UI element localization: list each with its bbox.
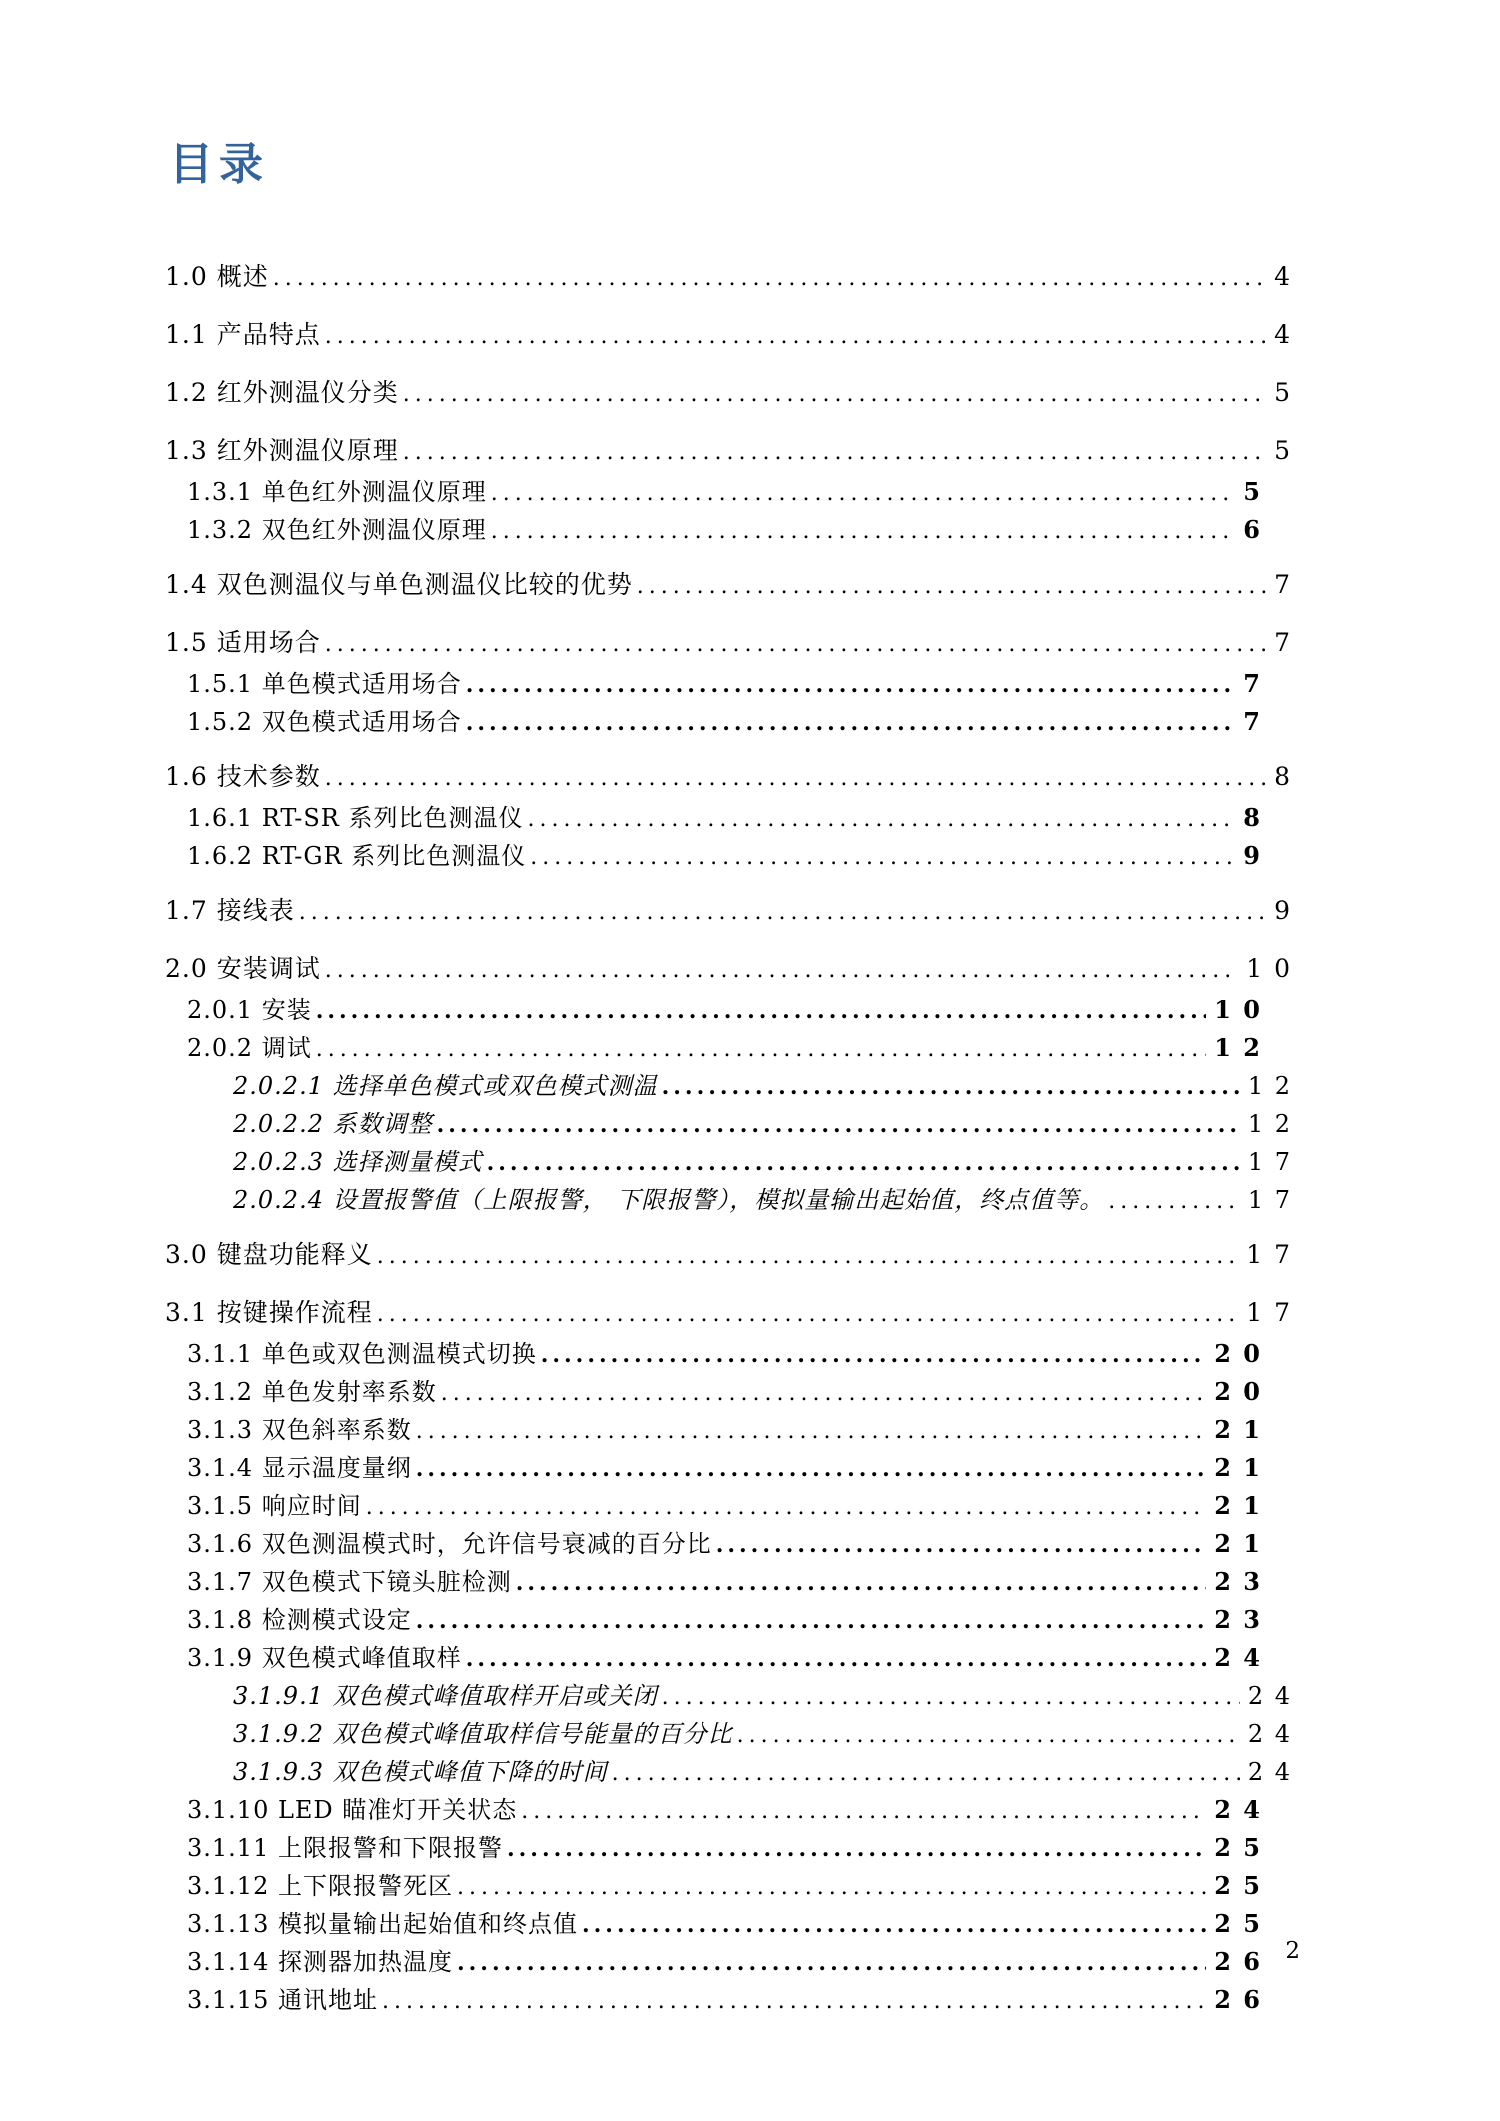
- toc-entry: [165, 624, 1292, 665]
- toc-entry-label: 1.1 产品特点: [165, 320, 321, 349]
- toc-leader-dots: [325, 316, 1266, 356]
- toc-leader-dots: [382, 1981, 1206, 2021]
- toc-entry-label: 3.1.10 LED 瞄准灯开关状态: [187, 1796, 518, 1824]
- toc-entry-label: 1.6.1 RT-SR 系列比色测温仪: [187, 804, 524, 832]
- toc-entry-label: 3.1.5 响应时间: [187, 1492, 362, 1520]
- toc-leader-dots: [441, 1373, 1207, 1413]
- toc-entry-label: 3.0 键盘功能释义: [165, 1240, 373, 1269]
- toc-page-number: 2 0: [1214, 1339, 1262, 1368]
- toc-leader-dots: [316, 991, 1207, 1030]
- toc-leader-dots: [403, 432, 1266, 472]
- toc-page-number: 1 2: [1214, 1033, 1262, 1062]
- toc-page-number: 2 1: [1214, 1415, 1262, 1444]
- toc-entry: [187, 1563, 1292, 1601]
- toc-entry: [233, 1067, 1292, 1105]
- toc-leader-dots: [516, 1563, 1207, 1602]
- toc-leader-dots: [716, 1525, 1207, 1564]
- toc-page-number: 2 4: [1247, 1682, 1292, 1710]
- toc-leader-dots: [487, 1143, 1240, 1182]
- toc-page-number: 2 0: [1214, 1377, 1262, 1406]
- toc-page-number: 2 5: [1214, 1833, 1262, 1862]
- toc-page-number: 7: [1243, 707, 1262, 736]
- toc-entry: [187, 1335, 1292, 1373]
- toc-entry-label: 3.1.9.1 双色模式峰值取样开启或关闭: [233, 1682, 658, 1710]
- toc-leader-dots: [457, 1867, 1206, 1907]
- toc-entry-label: 3.1.12 上下限报警死区: [187, 1872, 453, 1900]
- toc-entry-label: 3.1.8 检测模式设定: [187, 1606, 412, 1634]
- page-title: 目录: [169, 139, 269, 190]
- toc-leader-dots: [528, 799, 1236, 839]
- toc-page-number: 8: [1274, 762, 1292, 791]
- toc-page-number: 2 1: [1214, 1491, 1262, 1520]
- toc-entry-label: 2.0.2.4 设置报警值（上限报警， 下限报警），模拟量输出起始值，终点值等。: [233, 1186, 1105, 1214]
- toc-leader-dots: [416, 1601, 1207, 1640]
- toc-page-number: 4: [1274, 262, 1292, 291]
- toc-entry: [187, 1829, 1292, 1867]
- toc-leader-dots: [737, 1715, 1240, 1755]
- toc-leader-dots: [491, 473, 1236, 513]
- toc-entry-label: 1.3.2 双色红外测温仪原理: [187, 516, 487, 544]
- toc-page-number: 5: [1274, 378, 1292, 407]
- toc-entry: [165, 316, 1292, 357]
- toc-page-number: 2 5: [1214, 1871, 1262, 1900]
- toc-page-number: 6: [1243, 515, 1262, 544]
- toc-leader-dots: [273, 258, 1266, 298]
- toc-page-number: 2 6: [1214, 1985, 1262, 2014]
- toc-entry: [233, 1677, 1292, 1715]
- toc-entry-label: 3.1.3 双色斜率系数: [187, 1416, 412, 1444]
- toc-page-number: 2 5: [1214, 1909, 1262, 1938]
- toc-entry-label: 1.7 接线表: [165, 896, 295, 925]
- toc-entry-label: 2.0.2.2 系数调整: [233, 1110, 433, 1138]
- toc-leader-dots: [466, 665, 1236, 704]
- toc-entry-label: 3.1.13 模拟量输出起始值和终点值: [187, 1910, 578, 1938]
- toc-entry-label: 3.1.14 探测器加热温度: [187, 1948, 453, 1976]
- toc-page-number: 2 6: [1214, 1947, 1262, 1976]
- toc-page-number: 7: [1274, 570, 1292, 599]
- toc-entry: [165, 758, 1292, 799]
- toc-page-number: 2 4: [1214, 1643, 1262, 1672]
- toc-page-number: 1 0: [1246, 954, 1292, 983]
- toc-page-number: 8: [1243, 803, 1262, 832]
- toc-entry-label: 3.1.2 单色发射率系数: [187, 1378, 437, 1406]
- toc-leader-dots: [491, 511, 1236, 551]
- toc-entry: [187, 1791, 1292, 1829]
- toc-page-number: 1 7: [1246, 1240, 1292, 1269]
- toc-entry-label: 3.1.7 双色模式下镜头脏检测: [187, 1568, 512, 1596]
- toc-entry-label: 1.3 红外测温仪原理: [165, 436, 399, 465]
- toc-entry: [165, 950, 1292, 991]
- toc-entry-label: 3.1.6 双色测温模式时，允许信号衰减的百分比: [187, 1530, 712, 1558]
- toc-leader-dots: [662, 1067, 1240, 1106]
- toc-entry: [187, 1601, 1292, 1639]
- toc-entry-label: 1.5 适用场合: [165, 628, 321, 657]
- toc-entry: [187, 665, 1292, 703]
- toc-entry-label: 3.1.9 双色模式峰值取样: [187, 1644, 462, 1672]
- toc-entry-label: 1.5.1 单色模式适用场合: [187, 670, 462, 698]
- toc-leader-dots: [637, 566, 1266, 606]
- toc-leader-dots: [541, 1335, 1207, 1374]
- toc-entry-label: 3.1.9.2 双色模式峰值取样信号能量的百分比: [233, 1720, 733, 1748]
- toc-entry-label: 3.1.11 上限报警和下限报警: [187, 1834, 503, 1862]
- toc-leader-dots: [299, 892, 1266, 932]
- toc-leader-dots: [507, 1829, 1206, 1868]
- toc-page-number: 9: [1274, 896, 1292, 925]
- toc-leader-dots: [466, 1639, 1207, 1678]
- toc-entry-label: 1.2 红外测温仪分类: [165, 378, 399, 407]
- toc-entry-label: 1.5.2 双色模式适用场合: [187, 708, 462, 736]
- toc-leader-dots: [377, 1294, 1239, 1334]
- toc-leader-dots: [416, 1411, 1207, 1451]
- toc-page-number: 2 3: [1214, 1567, 1262, 1596]
- toc-page-number: 2 4: [1247, 1758, 1292, 1786]
- toc-leader-dots: [416, 1449, 1207, 1488]
- toc-entry: [165, 258, 1292, 299]
- toc-leader-dots: [325, 624, 1266, 664]
- toc-entry-label: 1.0 概述: [165, 262, 269, 291]
- toc-entry-label: 1.6.2 RT-GR 系列比色测温仪: [187, 842, 527, 870]
- toc-page-number: 1 0: [1214, 995, 1262, 1024]
- toc-leader-dots: [325, 758, 1266, 798]
- toc-leader-dots: [377, 1236, 1239, 1276]
- toc-entry: [165, 892, 1292, 933]
- toc-entry-label: 2.0.1 安装: [187, 996, 312, 1024]
- toc-page-number: 1 2: [1247, 1110, 1292, 1138]
- toc-page-number: 2 4: [1247, 1720, 1292, 1748]
- toc-leader-dots: [437, 1105, 1240, 1144]
- toc-entry: [187, 1943, 1292, 1981]
- toc-entry-label: 2.0.2 调试: [187, 1034, 312, 1062]
- toc-leader-dots: [403, 374, 1266, 414]
- toc-entry: [187, 1905, 1292, 1943]
- toc-entry: [187, 703, 1292, 741]
- toc-leader-dots: [521, 1791, 1206, 1831]
- toc-leader-dots: [466, 703, 1236, 742]
- toc-leader-dots: [325, 950, 1239, 990]
- toc-entry: [233, 1753, 1292, 1791]
- toc-entry-label: 2.0 安装调试: [165, 954, 321, 983]
- toc-entry: [165, 432, 1292, 473]
- toc-entry-label: 2.0.2.3 选择测量模式: [233, 1148, 483, 1176]
- toc-page-number: 5: [1274, 436, 1292, 465]
- toc-entry-label: 3.1.4 显示温度量纲: [187, 1454, 412, 1482]
- toc-page-number: 1 7: [1246, 1298, 1292, 1327]
- toc-entry: [187, 1029, 1292, 1067]
- toc-page-number: 1 7: [1247, 1186, 1292, 1214]
- toc-page-number: 7: [1274, 628, 1292, 657]
- toc-entry: [187, 1411, 1292, 1449]
- toc-entry-label: 2.0.2.1 选择单色模式或双色模式测温: [233, 1072, 658, 1100]
- toc-entry: [233, 1105, 1292, 1143]
- toc-entry-label: 1.4 双色测温仪与单色测温仪比较的优势: [165, 570, 633, 599]
- toc-page-number: 7: [1243, 669, 1262, 698]
- toc-entry: [233, 1181, 1292, 1219]
- toc-page-number: 2 3: [1214, 1605, 1262, 1634]
- toc-page-number: 9: [1243, 841, 1262, 870]
- toc-leader-dots: [530, 837, 1235, 877]
- toc-entry: [187, 1449, 1292, 1487]
- toc-page-number: 2 1: [1214, 1529, 1262, 1558]
- toc-page-number: 1 7: [1247, 1148, 1292, 1176]
- toc-entry: [233, 1715, 1292, 1753]
- toc-page-number: 1 2: [1247, 1072, 1292, 1100]
- toc-entry: [187, 473, 1292, 511]
- toc-entry: [187, 1981, 1292, 2019]
- toc-page-number: 4: [1274, 320, 1292, 349]
- toc-entry-label: 1.3.1 单色红外测温仪原理: [187, 478, 487, 506]
- toc-entry: [165, 1236, 1292, 1277]
- toc-entry: [187, 991, 1292, 1029]
- toc-leader-dots: [1108, 1181, 1240, 1221]
- toc-entry-label: 3.1.1 单色或双色测温模式切换: [187, 1340, 537, 1368]
- toc-entry: [187, 1487, 1292, 1525]
- toc-entry: [187, 837, 1292, 875]
- toc-leader-dots: [366, 1487, 1207, 1527]
- toc-leader-dots: [662, 1677, 1240, 1717]
- toc-leader-dots: [316, 1029, 1207, 1069]
- toc-entry: [165, 374, 1292, 415]
- toc-entry: [233, 1143, 1292, 1181]
- toc-leader-dots: [582, 1905, 1206, 1944]
- toc-page-number: 2 1: [1214, 1453, 1262, 1482]
- toc-entry: [187, 1373, 1292, 1411]
- toc-entry-label: 1.6 技术参数: [165, 762, 321, 791]
- toc-entry-label: 3.1 按键操作流程: [165, 1298, 373, 1327]
- toc-entry: [187, 511, 1292, 549]
- toc-entry: [187, 1639, 1292, 1677]
- toc-leader-dots: [612, 1753, 1240, 1793]
- toc-entry: [165, 566, 1292, 607]
- toc-leader-dots: [457, 1943, 1206, 1982]
- toc-page-number: 2 4: [1214, 1795, 1262, 1824]
- toc-entry: [187, 1525, 1292, 1563]
- toc-page-number: 5: [1243, 477, 1262, 506]
- toc-entry: [165, 1294, 1292, 1335]
- toc-entry-label: 3.1.9.3 双色模式峰值下降的时间: [233, 1758, 608, 1786]
- toc-entry-label: 3.1.15 通讯地址: [187, 1986, 378, 2014]
- table-of-contents: [165, 258, 1292, 2019]
- toc-entry: [187, 799, 1292, 837]
- footer-page-number: 2: [1285, 1938, 1300, 1964]
- toc-entry: [187, 1867, 1292, 1905]
